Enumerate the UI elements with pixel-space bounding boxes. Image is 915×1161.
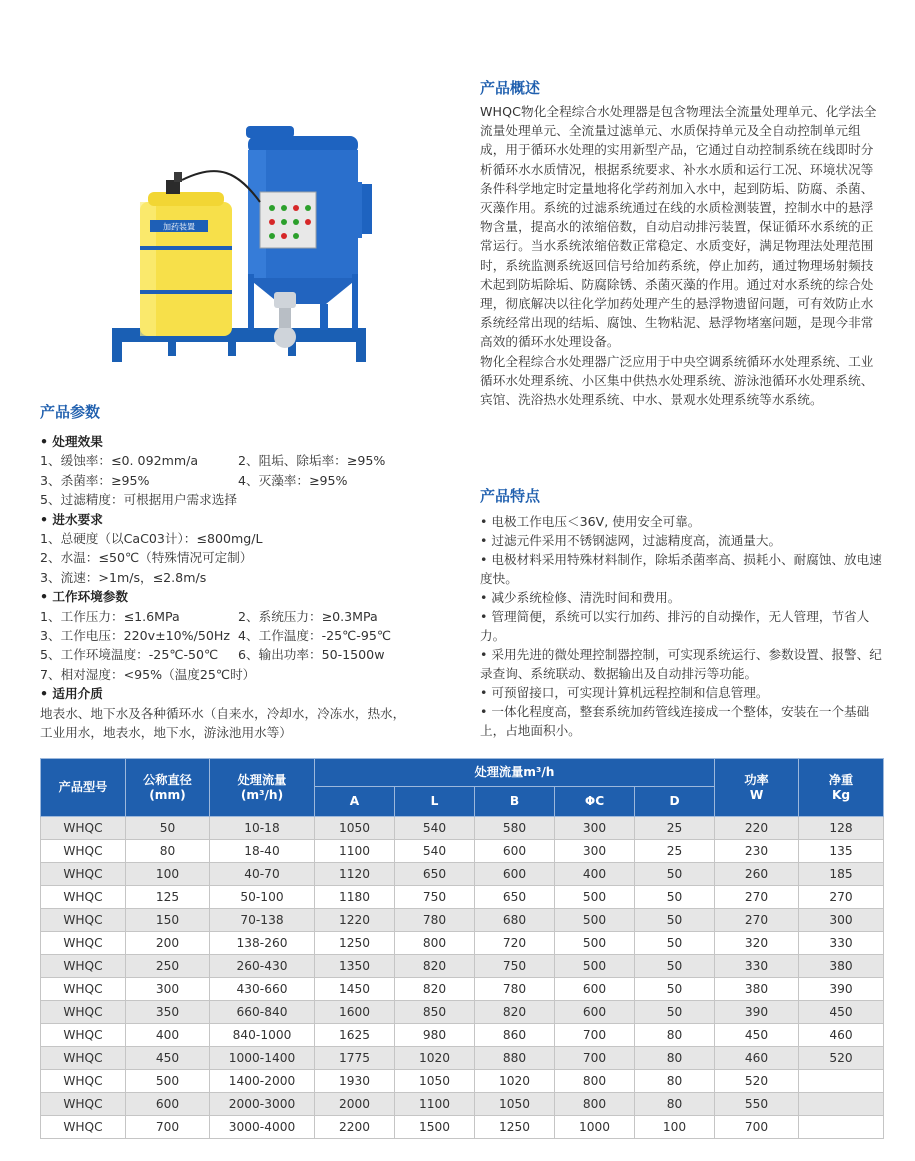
product-image <box>108 122 373 367</box>
table-row <box>41 978 884 1001</box>
table-cell: 1180 <box>315 886 395 909</box>
table-cell <box>799 1070 884 1093</box>
table-cell <box>799 1093 884 1116</box>
table-cell: 800 <box>395 932 475 955</box>
table-cell: 50 <box>635 1001 715 1024</box>
table-cell: 220 <box>715 817 799 840</box>
params-row <box>40 645 470 664</box>
table-cell: 260-430 <box>210 955 315 978</box>
table-cell: WHQC <box>41 1070 126 1093</box>
table-cell: WHQC <box>41 978 126 1001</box>
table-cell: 750 <box>395 886 475 909</box>
feature-item: • 减少系统检修、清洗时间和费用。 <box>480 590 681 605</box>
table-cell: 650 <box>475 886 555 909</box>
feature-item: • 一体化程度高，整套系统加药管线连接成一个整体，安装在一个基础上，占地面积小。 <box>480 704 870 738</box>
feature-item: • 采用先进的微处理控制器控制，可实现系统运行、参数设置、报警、纪录查询、系统联动、数据输出及自动排污等功能。 <box>480 647 882 681</box>
table-cell: 135 <box>799 840 884 863</box>
dosing-device-label: 加药装置 <box>163 222 195 232</box>
table-cell: WHQC <box>41 817 126 840</box>
params-row <box>40 471 470 490</box>
header-weight: 净重 Kg <box>799 759 884 817</box>
params-subheading: • 工作环境参数 <box>40 589 128 605</box>
table-cell: 80 <box>635 1093 715 1116</box>
table-cell: 500 <box>555 909 635 932</box>
table-row <box>41 1047 884 1070</box>
table-cell: 540 <box>395 840 475 863</box>
table-cell: 1050 <box>475 1093 555 1116</box>
table-row <box>41 955 884 978</box>
param-item: 工业用水，地表水，地下水，游泳池用水等） <box>40 725 292 741</box>
table-cell: 390 <box>799 978 884 1001</box>
table-cell: 520 <box>715 1070 799 1093</box>
table-cell: 720 <box>475 932 555 955</box>
table-cell: 25 <box>635 840 715 863</box>
table-cell: 50 <box>635 955 715 978</box>
table-cell: 100 <box>126 863 210 886</box>
table-cell: WHQC <box>41 1116 126 1139</box>
table-row <box>41 1001 884 1024</box>
features-heading: 产品特点 <box>480 487 541 505</box>
table-cell: 700 <box>555 1024 635 1047</box>
table-cell: 300 <box>126 978 210 1001</box>
table-cell: 750 <box>475 955 555 978</box>
table-cell: 820 <box>395 955 475 978</box>
table-cell: 820 <box>395 978 475 1001</box>
table-cell: 600 <box>555 978 635 1001</box>
table-cell: 500 <box>555 932 635 955</box>
table-row <box>41 909 884 932</box>
table-cell: 70-138 <box>210 909 315 932</box>
param-item: 2、阻垢、除垢率：≥95% <box>238 453 386 469</box>
table-cell: 1930 <box>315 1070 395 1093</box>
table-cell: 2200 <box>315 1116 395 1139</box>
table-cell: 270 <box>799 886 884 909</box>
table-cell: 80 <box>635 1047 715 1070</box>
param-item: 2、水温：≤50℃（特殊情况可定制） <box>40 550 253 566</box>
param-item: 5、过滤精度：可根据用户需求选择 <box>40 492 237 508</box>
table-cell: 400 <box>555 863 635 886</box>
params-subheading: • 处理效果 <box>40 434 103 449</box>
feature-item: • 管理简便，系统可以实行加药、排污的自动操作，无人管理，节省人力。 <box>480 609 870 643</box>
table-cell: 138-260 <box>210 932 315 955</box>
param-item: 5、工作环境温度：-25℃-50℃ <box>40 647 219 663</box>
table-cell: 430-660 <box>210 978 315 1001</box>
overview-heading: 产品概述 <box>480 79 541 97</box>
table-cell: 1050 <box>315 817 395 840</box>
table-cell: 1450 <box>315 978 395 1001</box>
table-cell: 1250 <box>315 932 395 955</box>
table-cell: 500 <box>555 955 635 978</box>
feature-item: • 电极材料采用特殊材料制作，除垢杀菌率高、损耗小、耐腐蚀、放电速度快。 <box>480 552 882 586</box>
table-cell: 450 <box>126 1047 210 1070</box>
table-cell: 660-840 <box>210 1001 315 1024</box>
spec-table-body <box>41 817 884 1139</box>
table-cell: 2000 <box>315 1093 395 1116</box>
table-row <box>41 886 884 909</box>
feature-item: • 电极工作电压＜36V, 使用安全可靠。 <box>480 514 701 529</box>
header-dim-a: A <box>315 787 395 817</box>
table-cell: 25 <box>635 817 715 840</box>
table-cell: WHQC <box>41 932 126 955</box>
table-cell: 380 <box>799 955 884 978</box>
table-cell: 40-70 <box>210 863 315 886</box>
table-cell: 400 <box>126 1024 210 1047</box>
table-cell: WHQC <box>41 1093 126 1116</box>
table-cell: 200 <box>126 932 210 955</box>
table-cell: 1000 <box>555 1116 635 1139</box>
table-cell: 800 <box>555 1093 635 1116</box>
spec-table <box>40 758 884 1139</box>
table-cell: WHQC <box>41 1024 126 1047</box>
param-item: 6、输出功率：50-1500w <box>238 647 385 663</box>
header-dim-d: D <box>635 787 715 817</box>
table-cell: WHQC <box>41 909 126 932</box>
table-cell: 1625 <box>315 1024 395 1047</box>
table-cell: 1000-1400 <box>210 1047 315 1070</box>
table-cell: 320 <box>715 932 799 955</box>
table-cell: 50 <box>635 909 715 932</box>
table-cell: 540 <box>395 817 475 840</box>
table-cell: 1220 <box>315 909 395 932</box>
table-cell: 880 <box>475 1047 555 1070</box>
table-cell: 300 <box>555 840 635 863</box>
param-item: 地表水、地下水及各种循环水（自来水，冷却水，冷冻水，热水， <box>40 705 406 721</box>
param-item: 4、工作温度：-25℃-95℃ <box>238 628 392 644</box>
table-cell: 80 <box>635 1070 715 1093</box>
overview-paragraph-2: 物化全程综合水处理器广泛应用于中央空调系统循环水处理系统、工业循环水处理系统、小区集中供热水处理系统、游泳池循环水处理系统、宾馆、洗浴热水处理系统、中水、景观水处理系统等水系统。 <box>480 353 874 408</box>
table-cell: 10-18 <box>210 817 315 840</box>
table-cell: WHQC <box>41 1001 126 1024</box>
table-cell: 330 <box>799 932 884 955</box>
param-item: 1、工作压力：≤1.6MPa <box>40 608 180 624</box>
table-row <box>41 932 884 955</box>
params-row <box>40 626 470 645</box>
table-cell: 2000-3000 <box>210 1093 315 1116</box>
table-cell: 600 <box>475 840 555 863</box>
table-cell: 300 <box>555 817 635 840</box>
table-row <box>41 1070 884 1093</box>
table-cell: 700 <box>555 1047 635 1070</box>
param-item: 7、相对湿度：<95%（温度25℃时） <box>40 666 256 682</box>
table-row <box>41 817 884 840</box>
table-row <box>41 1116 884 1139</box>
table-cell: 1600 <box>315 1001 395 1024</box>
table-cell: 1500 <box>395 1116 475 1139</box>
table-cell: 50 <box>635 932 715 955</box>
header-dims-group: 处理流量m³/h <box>315 759 715 787</box>
table-cell: 500 <box>555 886 635 909</box>
params-row <box>40 607 470 626</box>
table-cell: 380 <box>715 978 799 1001</box>
table-cell <box>799 1116 884 1139</box>
table-cell: 1120 <box>315 863 395 886</box>
table-cell: 550 <box>715 1093 799 1116</box>
table-cell: 580 <box>475 817 555 840</box>
feature-item: • 过滤元件采用不锈钢滤网，过滤精度高，流通量大。 <box>480 533 782 548</box>
params-heading: 产品参数 <box>40 403 101 421</box>
table-cell: 270 <box>715 886 799 909</box>
table-row <box>41 1093 884 1116</box>
table-cell: 150 <box>126 909 210 932</box>
table-cell: 270 <box>715 909 799 932</box>
table-cell: 330 <box>715 955 799 978</box>
table-cell: 80 <box>635 1024 715 1047</box>
header-dim-b: B <box>475 787 555 817</box>
header-power: 功率 W <box>715 759 799 817</box>
param-item: 3、工作电压：220v±10%/50Hz <box>40 628 230 644</box>
table-cell: 780 <box>475 978 555 1001</box>
param-item: 3、流速：>1m/s，≤2.8m/s <box>40 569 207 585</box>
table-cell: 250 <box>126 955 210 978</box>
table-row <box>41 1024 884 1047</box>
table-cell: 680 <box>475 909 555 932</box>
header-dim-l: L <box>395 787 475 817</box>
table-cell: 50-100 <box>210 886 315 909</box>
param-item: 1、总硬度（以CaC03计）：≤800mg/L <box>40 531 263 547</box>
features-list <box>480 512 885 740</box>
table-cell: 450 <box>715 1024 799 1047</box>
overview-text <box>480 102 885 409</box>
header-flow: 处理流量 (m³/h) <box>210 759 315 817</box>
table-cell: 600 <box>126 1093 210 1116</box>
table-cell: 700 <box>126 1116 210 1139</box>
table-cell: 50 <box>635 863 715 886</box>
table-cell: 50 <box>126 817 210 840</box>
table-cell: WHQC <box>41 886 126 909</box>
table-cell: 230 <box>715 840 799 863</box>
table-cell: 700 <box>715 1116 799 1139</box>
table-cell: 350 <box>126 1001 210 1024</box>
table-cell: 1250 <box>475 1116 555 1139</box>
table-row <box>41 863 884 886</box>
table-cell: 390 <box>715 1001 799 1024</box>
table-cell: 80 <box>126 840 210 863</box>
table-cell: 980 <box>395 1024 475 1047</box>
table-cell: 1100 <box>395 1093 475 1116</box>
table-cell: 185 <box>799 863 884 886</box>
table-cell: 1400-2000 <box>210 1070 315 1093</box>
table-cell: 18-40 <box>210 840 315 863</box>
table-cell: WHQC <box>41 955 126 978</box>
header-dim-phic: ΦC <box>555 787 635 817</box>
table-cell: 650 <box>395 863 475 886</box>
table-cell: WHQC <box>41 1047 126 1070</box>
table-cell: 460 <box>799 1024 884 1047</box>
params-subheading: • 进水要求 <box>40 511 103 527</box>
table-cell: 1775 <box>315 1047 395 1070</box>
param-item: 2、系统压力：≥0.3MPa <box>238 608 378 624</box>
table-cell: 1050 <box>395 1070 475 1093</box>
table-cell: 800 <box>555 1070 635 1093</box>
header-model: 产品型号 <box>41 759 126 817</box>
params-list <box>40 432 470 743</box>
table-cell: 820 <box>475 1001 555 1024</box>
table-row <box>41 840 884 863</box>
table-cell: 460 <box>715 1047 799 1070</box>
params-row <box>40 451 470 470</box>
table-cell: WHQC <box>41 840 126 863</box>
table-cell: 850 <box>395 1001 475 1024</box>
table-cell: 600 <box>555 1001 635 1024</box>
table-cell: WHQC <box>41 863 126 886</box>
feature-item: • 可预留接口，可实现计算机远程控制和信息管理。 <box>480 685 769 700</box>
table-cell: 860 <box>475 1024 555 1047</box>
table-cell: 128 <box>799 817 884 840</box>
table-cell: 1020 <box>475 1070 555 1093</box>
table-cell: 50 <box>635 886 715 909</box>
table-cell: 450 <box>799 1001 884 1024</box>
param-item: 1、缓蚀率：≤0. 092mm/a <box>40 453 199 469</box>
table-cell: 500 <box>126 1070 210 1093</box>
table-cell: 1350 <box>315 955 395 978</box>
table-cell: 780 <box>395 909 475 932</box>
header-diameter: 公称直径 (mm) <box>126 759 210 817</box>
table-cell: 600 <box>475 863 555 886</box>
table-cell: 300 <box>799 909 884 932</box>
table-cell: 1100 <box>315 840 395 863</box>
table-cell: 100 <box>635 1116 715 1139</box>
table-cell: 520 <box>799 1047 884 1070</box>
params-subheading: • 适用介质 <box>40 686 103 702</box>
table-cell: 840-1000 <box>210 1024 315 1047</box>
param-item: 3、杀菌率：≥95% <box>40 472 150 488</box>
table-cell: 1020 <box>395 1047 475 1070</box>
table-cell: 50 <box>635 978 715 1001</box>
table-cell: 125 <box>126 886 210 909</box>
overview-paragraph-1: WHQC物化全程综合水处理器是包含物理法全流量处理单元、化学法全流量处理单元、全流量过滤单元、水质保持单元及全自动控制单元组成，用于循环水处理的实用新型产品，它通过自动控制系统在线即时分析循环水水质情况，根据系统要求、补水水质和运行工况、环境状况等条件科学地定时定量地将化学药剂加入水中，起到防垢、防腐、杀菌、灭藻作用。系统的过滤系统通过在线的水质检测装置，控制水中的悬浮物含量，提高水的浓缩倍数，自动启动排污装置，保证循环水系统的正常运行。当水系统浓缩倍数正常稳定、水质变好，满足物理法处理范围时，系统监测系统返回信号给加药系统，停止加药，通过物理场射频技术起到防垢除垢、防腐除锈、杀菌灭藻的作用。通过对水系统的综合处理，彻底解决以往化学加药处理产生的悬浮物遗留问题，可有效防止水系统经常出现的结垢、腐蚀、生物粘泥、悬浮物堵塞问题，是现今非常高效的循环水处理设备。 <box>480 104 877 350</box>
table-cell: 3000-4000 <box>210 1116 315 1139</box>
param-item: 4、灭藻率：≥95% <box>238 472 348 488</box>
table-cell: 260 <box>715 863 799 886</box>
